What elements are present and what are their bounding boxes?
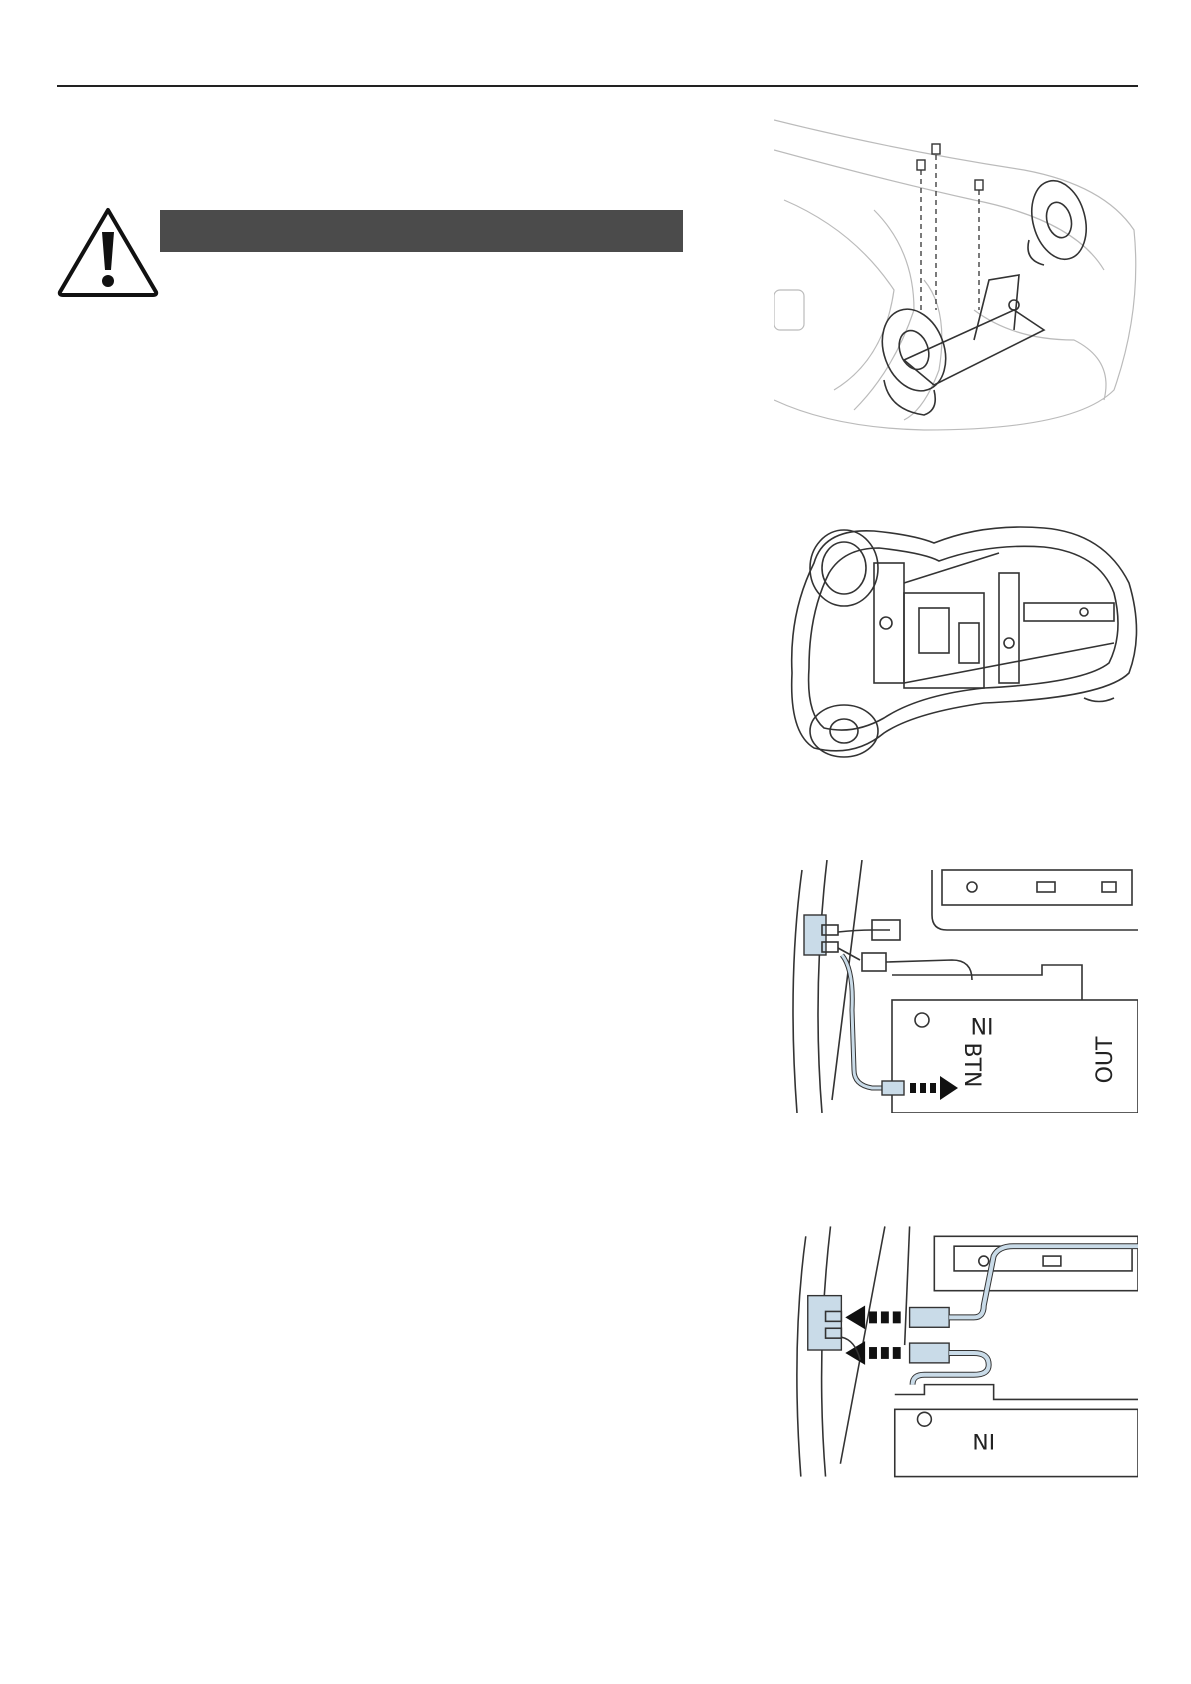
warning-banner	[160, 210, 683, 252]
warning-triangle-icon	[56, 206, 160, 298]
label-btn: BTN	[959, 1042, 984, 1088]
label-in: IN	[970, 1012, 994, 1037]
figure-cable-reconnect	[786, 1225, 1138, 1478]
figure-cable-disconnect	[782, 860, 1138, 1113]
figure-mower-underside	[784, 523, 1146, 763]
header-rule	[57, 85, 1138, 87]
label-in: IN	[972, 1428, 996, 1454]
label-out: OUT	[1093, 1036, 1118, 1084]
figure-caster-wheel-removal	[774, 110, 1142, 433]
